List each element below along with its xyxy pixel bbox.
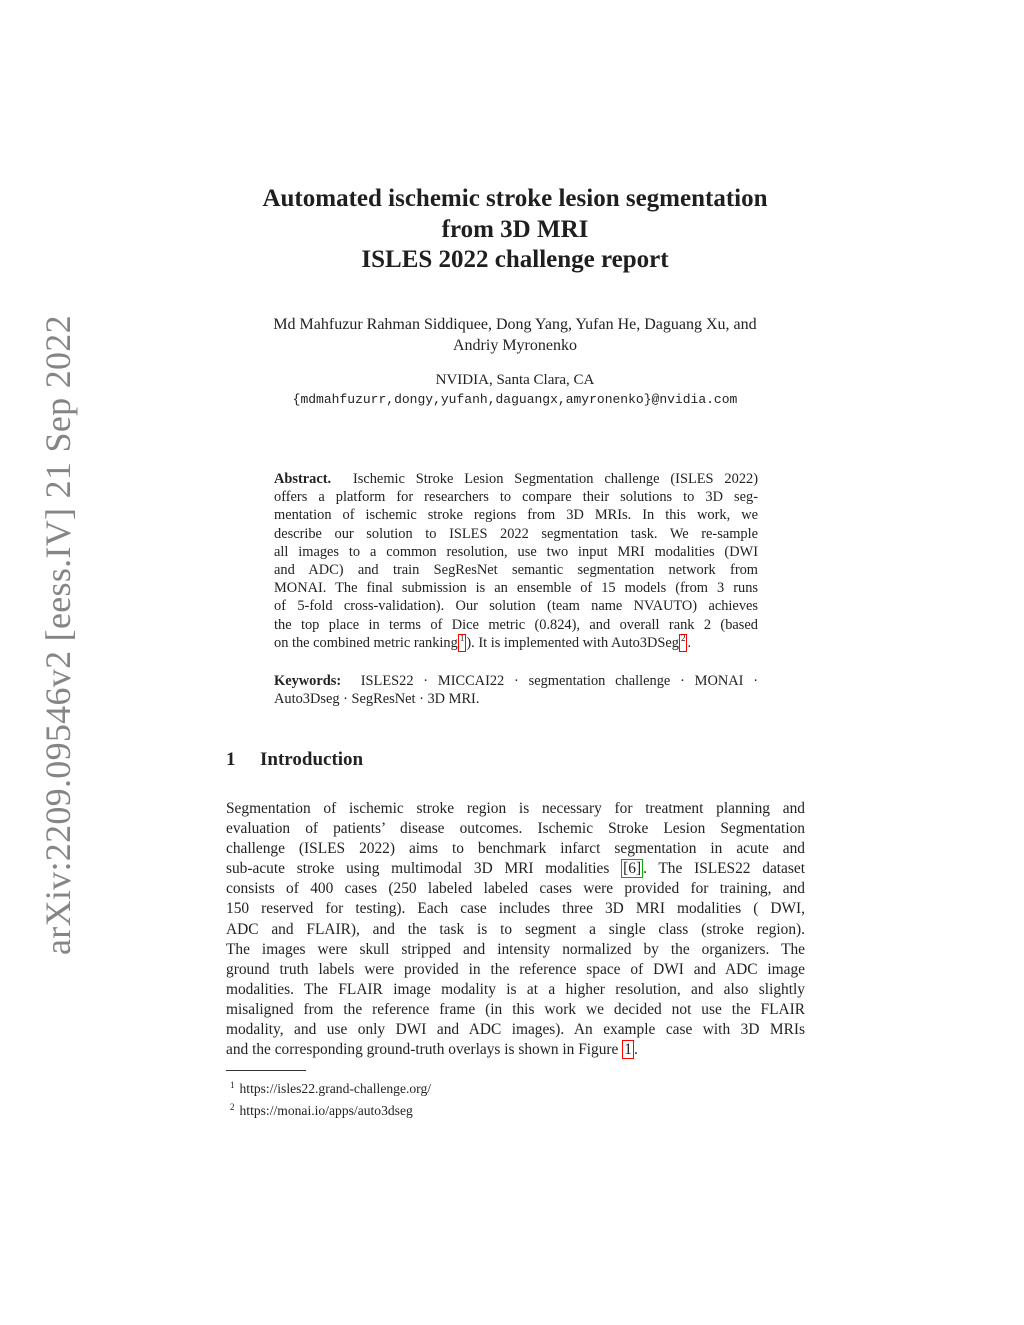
keywords-line-1 — [274, 672, 758, 690]
footnotes — [230, 1076, 431, 1120]
paragraph-text: sub-acute stroke using multimodal 3D MRI modalities — [226, 860, 622, 878]
abstract-line: describe our solution to ISLES 2022 segmentation task. We re-sample — [274, 525, 758, 542]
paragraph-line: evaluation of patients’ disease outcomes. Ischemic Stroke Lesion Segmentation — [226, 820, 805, 838]
section-heading-introduction — [226, 749, 363, 771]
keywords-line-2: Auto3Dseg · SegResNet · 3D MRI. — [274, 691, 480, 708]
authors-line-2: Andriy Myronenko — [453, 337, 577, 354]
keywords-text: ISLES22 · MICCAI22 · segmentation challenge · MONAI · — [360, 673, 758, 689]
abstract-line: offers a platform for researchers to compare their solutions to 3D seg- — [274, 489, 758, 506]
paragraph-line — [226, 859, 805, 879]
abstract-line: mentation of ischemic stroke regions from 3D MRIs. In this work, we — [274, 507, 758, 524]
paragraph-text: . The ISLES22 dataset — [643, 860, 805, 878]
abstract-line: of 5-fold cross-validation). Our solution (team name NVAUTO) achieves — [274, 598, 758, 615]
abstract-line: the top place in terms of Dice metric (0.824), and overall rank 2 (based — [274, 616, 758, 633]
abstract-line: all images to a common resolution, use two input MRI modalities (DWI — [274, 543, 758, 560]
footnote-1 — [230, 1076, 431, 1098]
abstract-line: and ADC) and train SegResNet semantic segmentation network from — [274, 562, 758, 579]
abstract-last-mid: ). It is implemented with Auto3DSeg — [466, 634, 679, 651]
section-title: Introduction — [260, 749, 364, 770]
title-line-2: from 3D MRI — [441, 215, 589, 243]
author-emails: {mdmahfuzurr,dongy,yufanh,daguangx,amyronenko}@nvidia.com — [292, 392, 738, 407]
footnote-divider — [226, 1070, 306, 1071]
abstract-line — [274, 470, 758, 488]
paragraph-line: 150 reserved for testing). Each case includes three 3D MRI modalities ( DWI, — [226, 900, 805, 918]
introduction-paragraph — [226, 799, 805, 1060]
figure-link-1[interactable]: 1 — [624, 1041, 632, 1059]
paragraph-line: The images were skull stripped and intensity normalized by the organizers. The — [226, 940, 805, 958]
title-line-3: ISLES 2022 challenge report — [361, 246, 669, 273]
paragraph-text: and the corresponding ground-truth overlays is shown in Figure — [226, 1041, 623, 1059]
footnote-url[interactable]: https://monai.io/apps/auto3dseg — [239, 1103, 413, 1118]
abstract-last-end: . — [687, 634, 692, 651]
paragraph-line: modality, and use only DWI and ADC images). An example case with 3D MRIs — [226, 1021, 805, 1039]
paragraph-line: challenge (ISLES 2022) aims to benchmark infarct segmentation in acute and — [226, 840, 805, 858]
affiliation: NVIDIA, Santa Clara, CA — [435, 372, 595, 388]
citation-link-6[interactable]: [6] — [623, 860, 642, 878]
section-number: 1 — [226, 749, 236, 770]
paper-title — [200, 184, 830, 276]
abstract-last-text: on the combined metric ranking — [274, 634, 458, 651]
abstract-line: MONAI. The final submission is an ensemble of 15 models (from 3 runs — [274, 580, 758, 597]
footnote-mark: 2 — [230, 1102, 235, 1112]
paragraph-line: ADC and FLAIR), and the task is to segment a single class (stroke region). — [226, 920, 805, 938]
footnote-url[interactable]: https://isles22.grand-challenge.org/ — [239, 1081, 432, 1096]
paragraph-line: consists of 400 cases (250 labeled labeled cases were provided for training, and — [226, 880, 805, 898]
footnote-2 — [230, 1098, 431, 1120]
footnote-link-2[interactable]: 2 — [679, 634, 688, 652]
keywords-label: Keywords: — [274, 673, 342, 689]
paragraph-line: Segmentation of ischemic stroke region is necessary for treatment planning and — [226, 800, 805, 817]
paragraph-line-last — [226, 1040, 805, 1060]
abstract-line-text: Ischemic Stroke Lesion Segmentation challenge (ISLES 2022) — [352, 471, 758, 487]
paragraph-text: . — [633, 1041, 638, 1059]
title-line-1: Automated ischemic stroke lesion segmentation — [262, 185, 768, 212]
abstract-line-last — [274, 634, 758, 652]
author-list — [200, 314, 830, 356]
paragraph-line: misaligned from the reference frame (in this work we decided not use the FLAIR — [226, 1000, 805, 1018]
footnote-link-1[interactable]: 1 — [458, 634, 467, 652]
keywords — [274, 672, 758, 708]
abstract — [274, 470, 758, 652]
paragraph-line: modalities. The FLAIR image modality is at a higher resolution, and also slightly — [226, 980, 805, 998]
footnote-mark: 1 — [230, 1080, 235, 1090]
paragraph-line: ground truth labels were provided in the reference space of DWI and ADC image — [226, 960, 805, 978]
abstract-label: Abstract. — [274, 471, 332, 487]
authors-line-1: Md Mahfuzur Rahman Siddiquee, Dong Yang, Yufan He, Daguang Xu, and — [273, 316, 757, 333]
arxiv-identifier-stamp: arXiv:2209.09546v2 [eess.IV] 21 Sep 2022 — [38, 315, 78, 955]
